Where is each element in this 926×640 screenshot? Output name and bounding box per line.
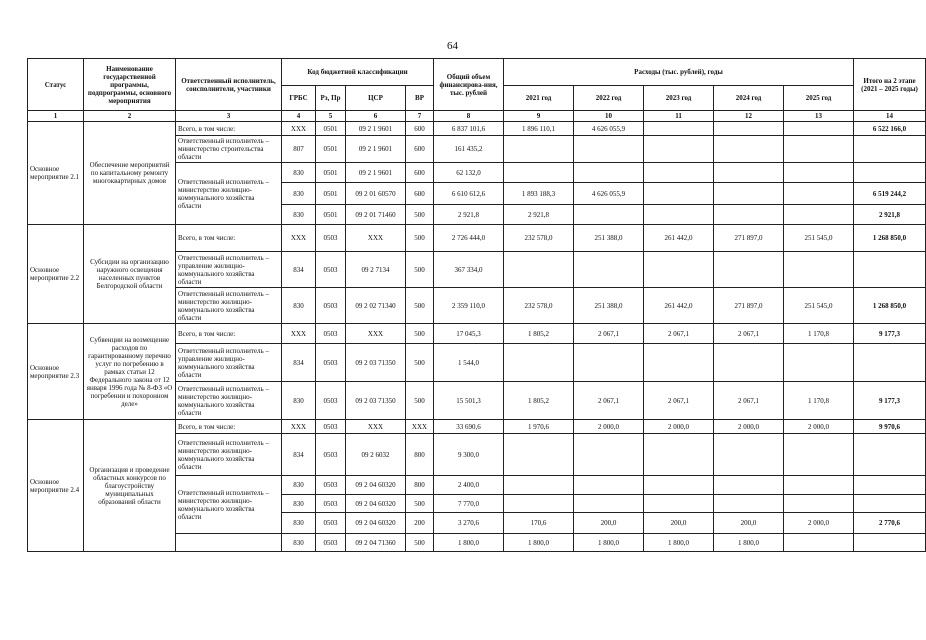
- cell-itogo: [854, 476, 926, 495]
- cell-vr: 500: [406, 324, 434, 344]
- cell-csr: 09 2 04 60320: [346, 476, 406, 495]
- cell-y2022: [574, 136, 644, 163]
- cell-total: 6 837 101,6: [434, 122, 504, 136]
- cell-y2024: 271 897,0: [714, 225, 784, 252]
- cell-y2025: [784, 163, 854, 183]
- header-name: Наименование государственной программы, подпрограммы, основного мероприятия: [84, 59, 176, 111]
- cell-itogo: 1 268 850,0: [854, 225, 926, 252]
- header-2021: 2021 год: [504, 86, 574, 111]
- cell-csr: XXX: [346, 324, 406, 344]
- cell-y2024: 2 000,0: [714, 420, 784, 434]
- cell-itogo: [854, 495, 926, 513]
- table-row: [28, 122, 926, 136]
- column-number: 4: [282, 111, 316, 122]
- cell-y2025: 1 170,8: [784, 324, 854, 344]
- cell-y2025: [784, 495, 854, 513]
- cell-vr: 500: [406, 344, 434, 382]
- cell-vr: 500: [406, 382, 434, 420]
- cell-grbs: XXX: [282, 122, 316, 136]
- row-executor: Ответственный исполнитель – министерство жилищно-коммунального хозяйства области: [176, 382, 282, 420]
- cell-y2023: [644, 252, 714, 288]
- row-executor: Всего, в том числе:: [176, 122, 282, 136]
- cell-y2021: 232 578,0: [504, 288, 574, 324]
- column-number: 10: [574, 111, 644, 122]
- cell-rzpr: 0503: [316, 324, 346, 344]
- row-program-name: Субсидии на организацию наружного освещения населенных пунктов Белгородской области: [84, 225, 176, 324]
- column-number: 2: [84, 111, 176, 122]
- cell-y2023: 2 067,1: [644, 324, 714, 344]
- cell-y2021: [504, 252, 574, 288]
- cell-y2021: [504, 495, 574, 513]
- cell-y2021: 1 800,0: [504, 534, 574, 552]
- cell-y2022: 2 000,0: [574, 420, 644, 434]
- cell-y2025: 2 000,0: [784, 513, 854, 534]
- row-program-name: Субвенции на возмещение расходов по гарантированному перечню услуг по погребению в рамках статьи 12 Федерального закона от 12 января 1996 года № 8-ФЗ «О погребении и похоронном деле»: [84, 324, 176, 420]
- header-2023: 2023 год: [644, 86, 714, 111]
- cell-y2025: [784, 252, 854, 288]
- cell-vr: 600: [406, 163, 434, 183]
- cell-y2025: 2 000,0: [784, 420, 854, 434]
- cell-y2023: [644, 344, 714, 382]
- cell-rzpr: 0501: [316, 163, 346, 183]
- cell-y2021: 1 970,6: [504, 420, 574, 434]
- cell-grbs: 807: [282, 136, 316, 163]
- cell-vr: 600: [406, 136, 434, 163]
- cell-total: 2 359 110,0: [434, 288, 504, 324]
- cell-total: 2 726 444,0: [434, 225, 504, 252]
- row-status: Основное мероприятие 2.1: [28, 122, 84, 225]
- cell-csr: XXX: [346, 420, 406, 434]
- cell-rzpr: 0503: [316, 288, 346, 324]
- cell-rzpr: 0503: [316, 534, 346, 552]
- cell-grbs: 830: [282, 476, 316, 495]
- cell-y2022: 1 800,0: [574, 534, 644, 552]
- header-itogo: Итого на 2 этапе (2021 – 2025 годы): [854, 59, 926, 111]
- column-number: 6: [346, 111, 406, 122]
- cell-csr: 09 2 04 60320: [346, 495, 406, 513]
- cell-itogo: 9 970,6: [854, 420, 926, 434]
- cell-y2023: [644, 122, 714, 136]
- cell-grbs: XXX: [282, 225, 316, 252]
- column-number: 12: [714, 111, 784, 122]
- cell-rzpr: 0503: [316, 434, 346, 476]
- row-status: Основное мероприятие 2.3: [28, 324, 84, 420]
- column-number: 9: [504, 111, 574, 122]
- cell-total: 17 045,3: [434, 324, 504, 344]
- cell-y2023: [644, 476, 714, 495]
- cell-csr: 09 2 01 71460: [346, 205, 406, 225]
- cell-y2021: [504, 476, 574, 495]
- cell-itogo: 6 519 244,2: [854, 183, 926, 205]
- cell-total: 367 334,0: [434, 252, 504, 288]
- cell-y2025: [784, 122, 854, 136]
- cell-y2023: [644, 205, 714, 225]
- cell-total: 1 544,0: [434, 344, 504, 382]
- table-body: [28, 122, 926, 552]
- table-row: [28, 420, 926, 434]
- cell-csr: 09 2 02 71340: [346, 288, 406, 324]
- cell-grbs: 830: [282, 534, 316, 552]
- header-2024: 2024 год: [714, 86, 784, 111]
- cell-y2024: [714, 495, 784, 513]
- cell-vr: 600: [406, 122, 434, 136]
- cell-csr: 09 2 1 9601: [346, 122, 406, 136]
- cell-y2025: [784, 136, 854, 163]
- cell-y2023: 2 000,0: [644, 420, 714, 434]
- cell-csr: 09 2 03 71350: [346, 382, 406, 420]
- cell-itogo: [854, 344, 926, 382]
- cell-total: 1 800,0: [434, 534, 504, 552]
- row-executor: Всего, в том числе:: [176, 420, 282, 434]
- cell-grbs: 830: [282, 288, 316, 324]
- cell-y2025: [784, 534, 854, 552]
- cell-y2024: 2 067,1: [714, 324, 784, 344]
- header-expenses: Расходы (тыс. рублей), годы: [504, 59, 854, 86]
- cell-y2023: 261 442,0: [644, 288, 714, 324]
- cell-y2025: 251 545,0: [784, 288, 854, 324]
- cell-y2022: [574, 344, 644, 382]
- header-bcc: Код бюджетной классификации: [282, 59, 434, 86]
- row-program-name: Обеспечение мероприятий по капитальному ремонту многоквартирных домов: [84, 122, 176, 225]
- cell-rzpr: 0501: [316, 205, 346, 225]
- cell-grbs: 834: [282, 434, 316, 476]
- cell-vr: 500: [406, 225, 434, 252]
- cell-total: 3 270,6: [434, 513, 504, 534]
- cell-y2024: [714, 163, 784, 183]
- cell-y2021: 1 805,2: [504, 324, 574, 344]
- header-total-volume: Общий объем финансирова-ния, тыс. рублей: [434, 59, 504, 111]
- cell-y2022: 200,0: [574, 513, 644, 534]
- cell-itogo: [854, 534, 926, 552]
- cell-grbs: 830: [282, 382, 316, 420]
- cell-itogo: 2 921,8: [854, 205, 926, 225]
- cell-y2025: 251 545,0: [784, 225, 854, 252]
- cell-y2023: [644, 434, 714, 476]
- cell-y2022: 4 626 055,9: [574, 183, 644, 205]
- cell-rzpr: 0503: [316, 513, 346, 534]
- header-status: Статус: [28, 59, 84, 111]
- row-executor: Ответственный исполнитель – министерство жилищно-коммунального хозяйства области: [176, 476, 282, 534]
- cell-rzpr: 0503: [316, 344, 346, 382]
- cell-csr: 09 2 7134: [346, 252, 406, 288]
- column-number: 14: [854, 111, 926, 122]
- cell-csr: 09 2 6032: [346, 434, 406, 476]
- header-rzpr: Рз, Пр: [316, 86, 346, 111]
- cell-csr: 09 2 1 9601: [346, 163, 406, 183]
- cell-itogo: 2 770,6: [854, 513, 926, 534]
- cell-y2024: 2 067,1: [714, 382, 784, 420]
- row-executor: [176, 534, 282, 552]
- cell-y2023: 261 442,0: [644, 225, 714, 252]
- cell-y2021: 1 893 188,3: [504, 183, 574, 205]
- cell-y2025: [784, 205, 854, 225]
- cell-grbs: 834: [282, 344, 316, 382]
- cell-y2021: 1 805,2: [504, 382, 574, 420]
- cell-csr: XXX: [346, 225, 406, 252]
- cell-y2021: [504, 434, 574, 476]
- cell-total: 9 300,0: [434, 434, 504, 476]
- cell-y2024: [714, 476, 784, 495]
- cell-y2022: 4 626 055,9: [574, 122, 644, 136]
- row-executor: Ответственный исполнитель – министерство строительства области: [176, 136, 282, 163]
- cell-vr: 200: [406, 513, 434, 534]
- row-executor: Всего, в том числе:: [176, 324, 282, 344]
- cell-vr: 500: [406, 252, 434, 288]
- column-number: 5: [316, 111, 346, 122]
- cell-y2025: [784, 183, 854, 205]
- cell-vr: 500: [406, 534, 434, 552]
- cell-y2022: [574, 476, 644, 495]
- row-executor: Ответственный исполнитель – министерство жилищно-коммунального хозяйства области: [176, 288, 282, 324]
- cell-y2022: 251 388,0: [574, 288, 644, 324]
- cell-itogo: [854, 163, 926, 183]
- row-program-name: Организация и проведение областных конкурсов по благоустройству муниципальных образований области: [84, 420, 176, 552]
- cell-rzpr: 0503: [316, 495, 346, 513]
- row-executor: Ответственный исполнитель – министерство жилищно-коммунального хозяйства области: [176, 434, 282, 476]
- column-number: 1: [28, 111, 84, 122]
- budget-table: [27, 58, 926, 552]
- cell-vr: 800: [406, 476, 434, 495]
- cell-y2024: [714, 434, 784, 476]
- cell-y2025: [784, 344, 854, 382]
- cell-y2024: 271 897,0: [714, 288, 784, 324]
- cell-csr: 09 2 04 60320: [346, 513, 406, 534]
- cell-y2022: 2 067,1: [574, 324, 644, 344]
- cell-y2024: [714, 183, 784, 205]
- cell-y2021: 232 578,0: [504, 225, 574, 252]
- cell-vr: 500: [406, 495, 434, 513]
- cell-y2023: 2 067,1: [644, 382, 714, 420]
- column-number: 13: [784, 111, 854, 122]
- cell-itogo: 9 177,3: [854, 382, 926, 420]
- row-status: Основное мероприятие 2.2: [28, 225, 84, 324]
- cell-grbs: 830: [282, 163, 316, 183]
- cell-rzpr: 0501: [316, 136, 346, 163]
- cell-y2021: [504, 163, 574, 183]
- row-executor: Ответственный исполнитель – управление жилищно-коммунального хозяйства области: [176, 344, 282, 382]
- cell-vr: XXX: [406, 420, 434, 434]
- cell-y2023: [644, 495, 714, 513]
- cell-itogo: [854, 136, 926, 163]
- cell-total: 7 770,0: [434, 495, 504, 513]
- cell-y2025: [784, 434, 854, 476]
- cell-grbs: XXX: [282, 420, 316, 434]
- cell-y2021: 2 921,8: [504, 205, 574, 225]
- cell-csr: 09 2 1 9601: [346, 136, 406, 163]
- cell-total: 6 610 612,6: [434, 183, 504, 205]
- cell-total: 161 435,2: [434, 136, 504, 163]
- table-row: [28, 324, 926, 344]
- cell-rzpr: 0503: [316, 476, 346, 495]
- cell-y2022: [574, 252, 644, 288]
- cell-y2024: [714, 136, 784, 163]
- cell-y2024: [714, 252, 784, 288]
- cell-y2024: [714, 205, 784, 225]
- row-executor: Ответственный исполнитель – министерство жилищно-коммунального хозяйства области: [176, 163, 282, 225]
- cell-y2021: 170,6: [504, 513, 574, 534]
- cell-itogo: [854, 434, 926, 476]
- cell-itogo: 1 268 850,0: [854, 288, 926, 324]
- cell-vr: 500: [406, 205, 434, 225]
- cell-y2022: [574, 163, 644, 183]
- cell-grbs: 830: [282, 183, 316, 205]
- cell-y2022: 2 067,1: [574, 382, 644, 420]
- header-csr: ЦСР: [346, 86, 406, 111]
- cell-y2023: 200,0: [644, 513, 714, 534]
- table-row: [28, 225, 926, 252]
- row-status: Основное мероприятие 2.4: [28, 420, 84, 552]
- page-number: 64: [447, 40, 458, 52]
- cell-grbs: XXX: [282, 324, 316, 344]
- cell-grbs: 830: [282, 205, 316, 225]
- cell-y2021: [504, 136, 574, 163]
- cell-total: 62 132,0: [434, 163, 504, 183]
- cell-total: 2 400,0: [434, 476, 504, 495]
- cell-csr: 09 2 03 71350: [346, 344, 406, 382]
- header-2022: 2022 год: [574, 86, 644, 111]
- cell-y2023: [644, 163, 714, 183]
- header-vr: ВР: [406, 86, 434, 111]
- cell-y2021: [504, 344, 574, 382]
- cell-y2022: [574, 434, 644, 476]
- cell-itogo: 9 177,3: [854, 324, 926, 344]
- cell-vr: 600: [406, 183, 434, 205]
- cell-y2021: 1 896 110,1: [504, 122, 574, 136]
- cell-grbs: 830: [282, 513, 316, 534]
- row-executor: Ответственный исполнитель – управление жилищно-коммунального хозяйства области: [176, 252, 282, 288]
- column-number: 7: [406, 111, 434, 122]
- cell-y2025: 1 170,8: [784, 382, 854, 420]
- cell-grbs: 830: [282, 495, 316, 513]
- cell-y2024: [714, 344, 784, 382]
- cell-rzpr: 0503: [316, 420, 346, 434]
- cell-rzpr: 0503: [316, 225, 346, 252]
- column-number: 8: [434, 111, 504, 122]
- header-grbs: ГРБС: [282, 86, 316, 111]
- cell-rzpr: 0503: [316, 382, 346, 420]
- cell-total: 33 690,6: [434, 420, 504, 434]
- cell-vr: 500: [406, 288, 434, 324]
- cell-itogo: 6 522 166,0: [854, 122, 926, 136]
- cell-grbs: 834: [282, 252, 316, 288]
- cell-y2024: 1 800,0: [714, 534, 784, 552]
- cell-total: 15 501,3: [434, 382, 504, 420]
- cell-rzpr: 0501: [316, 122, 346, 136]
- column-number: 11: [644, 111, 714, 122]
- cell-y2022: [574, 495, 644, 513]
- cell-csr: 09 2 04 71360: [346, 534, 406, 552]
- cell-y2024: 200,0: [714, 513, 784, 534]
- row-executor: Всего, в том числе:: [176, 225, 282, 252]
- cell-y2025: [784, 476, 854, 495]
- header-executor: Ответственный исполнитель, соисполнители, участники: [176, 59, 282, 111]
- cell-y2024: [714, 122, 784, 136]
- cell-y2023: [644, 183, 714, 205]
- header-2025: 2025 год: [784, 86, 854, 111]
- cell-y2023: [644, 136, 714, 163]
- cell-y2023: 1 800,0: [644, 534, 714, 552]
- cell-vr: 800: [406, 434, 434, 476]
- column-number: 3: [176, 111, 282, 122]
- column-number-row: [28, 111, 926, 122]
- cell-csr: 09 2 01 60570: [346, 183, 406, 205]
- cell-rzpr: 0503: [316, 252, 346, 288]
- cell-y2022: 251 388,0: [574, 225, 644, 252]
- cell-total: 2 921,8: [434, 205, 504, 225]
- cell-y2022: [574, 205, 644, 225]
- cell-itogo: [854, 252, 926, 288]
- cell-rzpr: 0501: [316, 183, 346, 205]
